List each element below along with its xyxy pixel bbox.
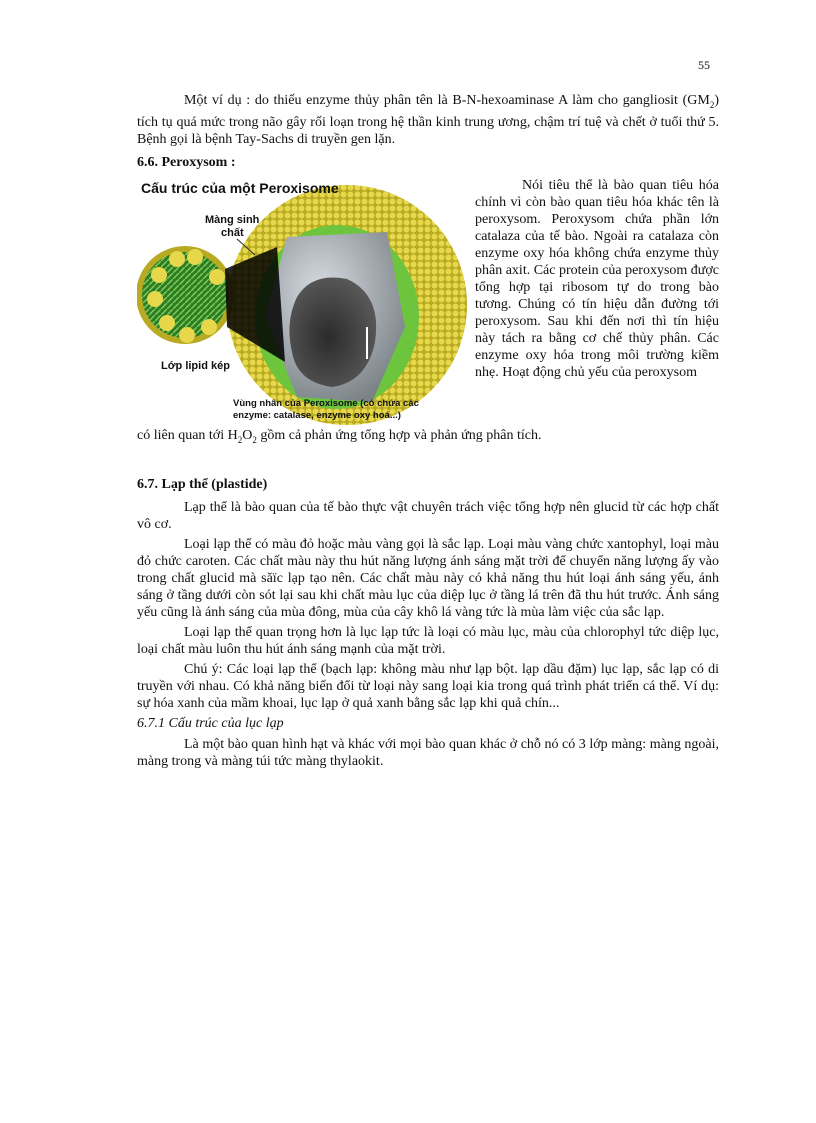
section-heading-plastide: 6.7. Lạp thể (plastide) bbox=[137, 476, 268, 492]
page-number: 55 bbox=[698, 58, 710, 72]
lipid-head bbox=[159, 315, 175, 331]
subsection-heading-chloroplast-structure: 6.7.1 Cấu trúc của lục lạp bbox=[137, 715, 284, 731]
label-membrane-line1: Màng sinh bbox=[205, 213, 260, 226]
intro-paragraph: Một ví dụ : do thiếu enzyme thủy phân tên là B-N-hexoaminase A làm cho gangliosit $(GM_2)$ tích tụ quá mức trong não gây rối loạn trong hệ thần kinh trung ương, chậm trí tuệ và chết ở tuổi thứ 5. Bệnh gọi là bệnh Tay-Sachs di truyền gen lặn. bbox=[137, 93, 719, 147]
peroxisome-diagram bbox=[137, 177, 467, 427]
label-membrane-line2: chất bbox=[221, 226, 244, 239]
lipid-head bbox=[169, 251, 185, 267]
lipid-head bbox=[201, 319, 217, 335]
peroxysom-continuation: có liên quan tới $H_2O_2$ gồm cả phản ứng tổng hợp và phản ứng phân tích. bbox=[137, 427, 542, 445]
section-heading-peroxysom: 6.6. Peroxysom : bbox=[137, 154, 236, 170]
peroxisome-illustration bbox=[137, 177, 467, 427]
plastide-paragraph-3: Loại lạp thể quan trọng hơn là lục lạp tức là loại có màu lục, màu của chlorophyl tức diệp lục, loại chất màu luôn thu hút ánh sáng mạnh của mặt trời. bbox=[137, 624, 719, 657]
plastide-paragraph-2: Loại lạp thể có màu đỏ hoặc màu vàng gọi là sắc lạp. Loại màu vàng chức xantophyl, loại màu đỏ chức caroten. Các chất màu này thu hút năng lượng ánh sáng mặt trời để chuyển năng lượng ấy vào trong chất glucid mà săïc lạp tạo nên. Các chất màu này có khả năng thu hút loại ánh sáng yếu, ánh sáng ở tầng dưới còn sót lại sau khi chất màu lục của diệp lục ở tầng lá trên đã thu hút trước. Ánh sáng yếu cũng là ánh sáng của mùa đông, mùa của cây khô lá vàng tức là mùa làm việc của sắc lạp. bbox=[137, 536, 719, 620]
section-spacer bbox=[137, 452, 719, 470]
lipid-head bbox=[179, 327, 195, 343]
chloroplast-paragraph: Là một bào quan hình hạt và khác với mọi bào quan khác ở chỗ nó có 3 lớp màng: màng ngoài, màng trong và màng túi tức màng thylaokit. bbox=[137, 736, 719, 769]
figure-title: Cấu trúc của một Peroxisome bbox=[141, 179, 339, 196]
lipid-head bbox=[209, 269, 225, 285]
label-core-line2: enzyme: catalase, enzyme oxy hoá...) bbox=[233, 409, 401, 421]
label-lipid-bilayer: Lớp lipid kép bbox=[161, 359, 230, 372]
peroxysom-figure-row bbox=[137, 177, 719, 427]
lipid-head bbox=[151, 267, 167, 283]
peroxysom-side-text: Nói tiêu thể là bào quan tiêu hóa chính vì còn bào quan tiêu hóa khác tên là peroxysom. Peroxysom chứa phần lớn catalaza của tế bào. Ngoài ra catalaza còn enzyme oxy hóa không chứa enzyme thủy phân axit. Các protein của peroxysom được tổng hợp tại ribosom tự do trong bào tương. Chúng có tín hiệu dẫn đường tới peroxysom. Sau khi đến nơi thì tín hiệu này tách ra bằng cơ chế thủy phân. Các enzyme oxy hóa trong môi trường kiềm nhẹ. Hoạt động chủ yếu của peroxysom bbox=[475, 177, 719, 380]
page-content bbox=[137, 92, 719, 773]
plastide-paragraph-1: Lạp thể là bào quan của tế bào thực vật chuyên trách việc tổng hợp nên glucid từ các hợp chất vô cơ. bbox=[137, 499, 719, 532]
lipid-head bbox=[187, 249, 203, 265]
lipid-head bbox=[147, 291, 163, 307]
plastide-paragraph-4: Chú ý: Các loại lạp thể (bạch lạp: không màu như lạp bột. lạp dầu đặm) lục lạp, sắc lạp có di truyền với nhau. Có khả năng biến đổi từ loại này sang loại kia trong quá trình phát triển cá thể. Ví dụ: sự hóa xanh của mầm khoai, lục lạp ở quả xanh bằng sắc lạp khi quả chín... bbox=[137, 661, 719, 711]
label-core-line1: Vùng nhân của Peroxisome (có chứa các bbox=[233, 397, 419, 409]
